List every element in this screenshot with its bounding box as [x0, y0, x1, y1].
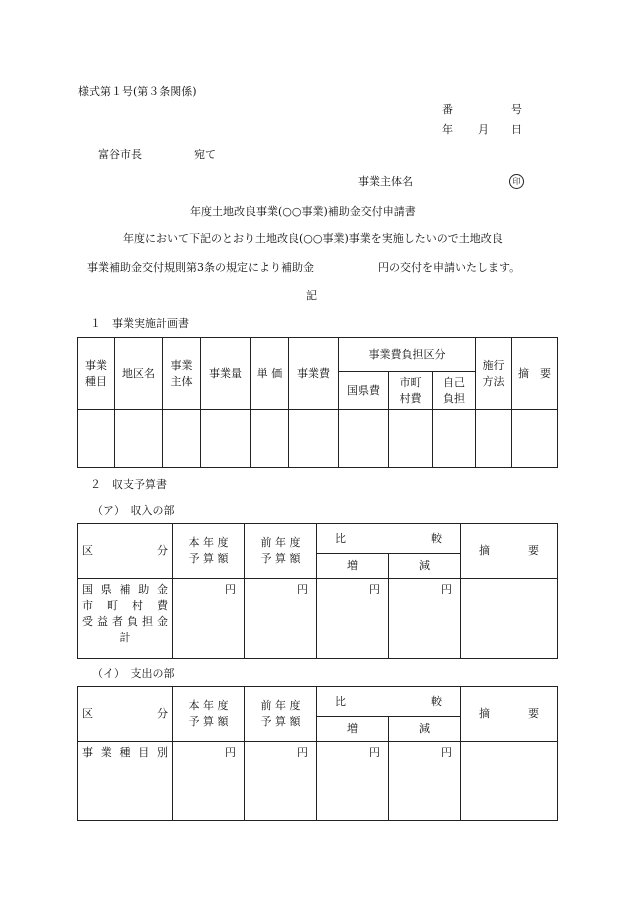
plan-cell[interactable]	[78, 410, 115, 468]
expense-this-year-cell[interactable]: 円	[173, 742, 245, 821]
col-quantity: 事業量	[201, 338, 251, 410]
expense-col-remarks: 摘 要	[461, 687, 558, 742]
expense-col-category: 区 分	[78, 687, 173, 742]
addressee-suffix: 宛て	[194, 148, 216, 161]
expense-title: （イ） 支出の部	[92, 667, 175, 680]
section2-title: ２ 収支予算書	[90, 478, 167, 491]
col-area: 地区名	[115, 338, 163, 410]
body-line-2b: 円の交付を申請いたします。	[378, 261, 521, 274]
seal-mark: 印	[509, 174, 524, 189]
plan-cell[interactable]	[433, 410, 476, 468]
col-unit-price: 単 価	[251, 338, 289, 410]
document-title: 年度土地改良事業(○○事業)補助金交付申請書	[190, 205, 416, 218]
income-remarks-cell[interactable]	[461, 579, 558, 659]
income-col-increase: 増	[317, 554, 389, 579]
expense-items	[78, 742, 173, 821]
income-col-prev-year: 前 年 度 予 算 額	[245, 524, 317, 579]
income-col-this-year: 本 年 度 予 算 額	[173, 524, 245, 579]
expense-col-increase: 増	[317, 717, 389, 742]
applicant-label: 事業主体名	[358, 175, 413, 188]
ki-mark: 記	[306, 289, 317, 302]
income-item-city: 市 町 村 費	[82, 599, 168, 613]
expense-increase-cell[interactable]: 円	[317, 742, 389, 821]
plan-cell[interactable]	[389, 410, 433, 468]
col-cost: 事業費	[289, 338, 339, 410]
expense-col-this-year: 本 年 度 予 算 額	[173, 687, 245, 742]
plan-table	[77, 337, 558, 468]
col-method: 施行 方法	[476, 338, 512, 410]
plan-cell[interactable]	[163, 410, 201, 468]
day-label: 日	[511, 123, 522, 136]
expense-col-decrease: 減	[389, 717, 461, 742]
expense-col-compare: 比 較	[317, 687, 461, 717]
plan-cell[interactable]	[251, 410, 289, 468]
number-suffix: 号	[511, 103, 522, 116]
income-col-remarks: 摘 要	[461, 524, 558, 579]
plan-cell[interactable]	[476, 410, 512, 468]
col-entity: 事業 主体	[163, 338, 201, 410]
section1-title: １ 事業実施計画書	[90, 317, 189, 330]
income-title: （ア） 収入の部	[92, 504, 175, 517]
income-col-category: 区 分	[78, 524, 173, 579]
income-increase-cell[interactable]: 円	[317, 579, 389, 659]
income-item-national: 国 県 補 助 金	[82, 583, 168, 597]
col-type: 事業 種目	[78, 338, 115, 410]
income-this-year-cell[interactable]: 円	[173, 579, 245, 659]
income-item-total: 計	[119, 631, 131, 645]
col-self: 自己 負担	[433, 372, 476, 410]
body-line-2a: 事業補助金交付規則第3条の規定により補助金	[87, 261, 314, 274]
income-prev-year-cell[interactable]: 円	[245, 579, 317, 659]
expense-item-type: 事 業 種 目 別	[82, 746, 168, 760]
month-label: 月	[478, 123, 489, 136]
body-line-1: 年度において下記のとおり土地改良(○○事業)事業を実施したいので土地改良	[123, 232, 503, 245]
income-col-compare: 比 較	[317, 524, 461, 554]
expense-prev-year-cell[interactable]: 円	[245, 742, 317, 821]
plan-cell[interactable]	[289, 410, 339, 468]
plan-cell[interactable]	[201, 410, 251, 468]
col-remarks: 摘 要	[512, 338, 558, 410]
income-items	[78, 579, 173, 659]
income-col-decrease: 減	[389, 554, 461, 579]
expense-col-prev-year: 前 年 度 予 算 額	[245, 687, 317, 742]
expense-decrease-cell[interactable]: 円	[389, 742, 461, 821]
plan-cell[interactable]	[339, 410, 389, 468]
col-city: 市町 村費	[389, 372, 433, 410]
col-burden: 事業費負担区分	[339, 338, 476, 372]
income-item-beneficiary: 受 益 者 負 担 金	[82, 615, 168, 629]
year-label: 年	[442, 123, 453, 136]
income-table	[77, 523, 558, 659]
expense-remarks-cell[interactable]	[461, 742, 558, 821]
expense-table	[77, 686, 558, 821]
plan-cell[interactable]	[512, 410, 558, 468]
addressee: 富谷市長	[98, 148, 142, 161]
plan-cell[interactable]	[115, 410, 163, 468]
number-label: 番	[442, 103, 453, 116]
form-number: 様式第１号(第３条関係)	[78, 85, 197, 98]
col-national: 国県費	[339, 372, 389, 410]
income-decrease-cell[interactable]: 円	[389, 579, 461, 659]
